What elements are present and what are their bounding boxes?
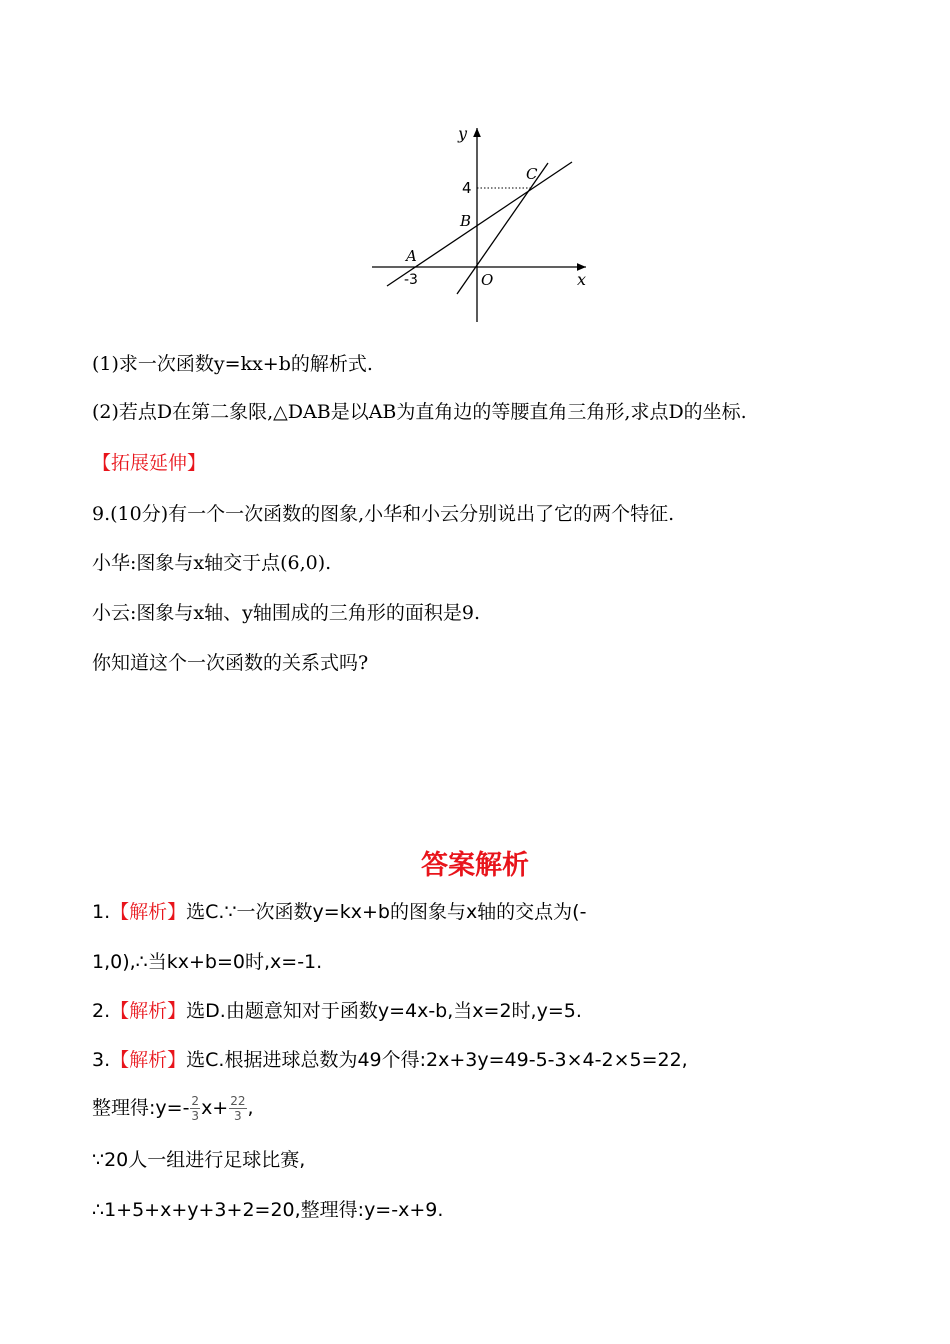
answer-2-tag: 【解析】 <box>110 1000 187 1022</box>
fraction-1-denominator: 3 <box>191 1109 200 1123</box>
answer-3-line-2-prefix: 整理得:y=- <box>92 1097 190 1119</box>
answer-3 <box>92 1047 688 1073</box>
question-9-ask: 你知道这个一次函数的关系式吗? <box>92 652 369 674</box>
coordinate-figure <box>360 118 600 328</box>
answer-3-line-2-mid: x+ <box>201 1097 229 1119</box>
answer-3-line-3: ∵20人一组进行足球比赛, <box>92 1149 306 1171</box>
question-9-intro: 9.(10分)有一个一次函数的图象,小华和小云分别说出了它的两个特征. <box>92 503 675 525</box>
fraction-22-thirds <box>229 1094 246 1123</box>
origin-label: O <box>481 271 494 289</box>
point-a-label: A <box>406 247 417 265</box>
answer-1-tag: 【解析】 <box>110 901 187 923</box>
point-c-label: C <box>526 165 538 183</box>
answer-3-text: 选C.根据进球总数为49个得:2x+3y=49-5-3×4-2×5=22, <box>186 1049 688 1071</box>
point-b-label: B <box>460 212 472 230</box>
tick-label-4: 4 <box>462 179 472 197</box>
answer-3-line-4: ∴1+5+x+y+3+2=20,整理得:y=-x+9. <box>92 1199 444 1221</box>
answer-3-number: 3. <box>92 1049 111 1071</box>
answer-2-number: 2. <box>92 1000 111 1022</box>
question-8-part-2: (2)若点D在第二象限,△DAB是以AB为直角边的等腰直角三角形,求点D的坐标. <box>92 401 747 423</box>
section-tag-extension: 【拓展延伸】 <box>92 452 207 474</box>
fraction-two-thirds <box>190 1094 200 1123</box>
answer-2 <box>92 998 582 1024</box>
answer-2-text: 选D.由题意知对于函数y=4x-b,当x=2时,y=5. <box>186 1000 582 1022</box>
answer-1 <box>92 899 586 925</box>
answer-3-line-2 <box>92 1091 254 1125</box>
fraction-2-denominator: 3 <box>234 1109 242 1123</box>
question-9-xiaohua: 小华:图象与x轴交于点(6,0). <box>92 552 332 574</box>
answer-1-number: 1. <box>92 901 111 923</box>
fraction-1-numerator: 2 <box>191 1094 200 1108</box>
question-8-part-1: (1)求一次函数y=kx+b的解析式. <box>92 353 373 375</box>
question-9-xiaoyun: 小云:图象与x轴、y轴围成的三角形的面积是9. <box>92 602 480 624</box>
answer-3-line-2-suffix: , <box>247 1097 254 1119</box>
answer-title: 答案解析 <box>421 850 529 881</box>
answer-3-tag: 【解析】 <box>110 1049 187 1071</box>
x-axis-label: x <box>577 270 587 289</box>
fraction-2-numerator: 22 <box>230 1094 246 1108</box>
tick-label-minus3: -3 <box>404 272 418 288</box>
answer-1-text: 选C.∵一次函数y=kx+b的图象与x轴的交点为(- <box>186 901 587 923</box>
answer-1-continued: 1,0),∴当kx+b=0时,x=-1. <box>92 951 323 973</box>
y-axis-label: y <box>458 124 468 143</box>
